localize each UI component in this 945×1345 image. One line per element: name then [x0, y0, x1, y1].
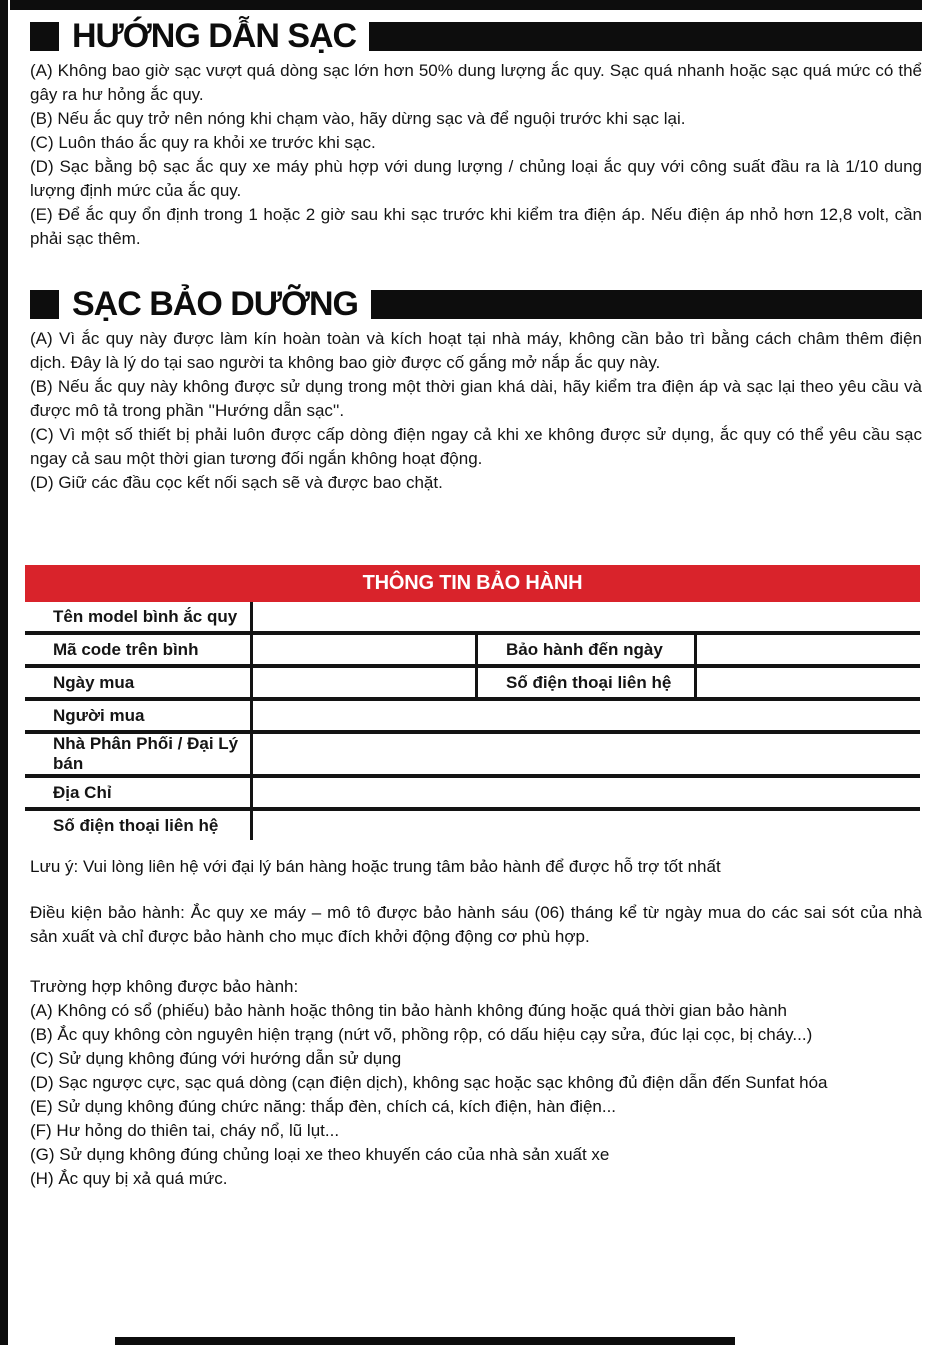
table-value-phone — [253, 811, 920, 840]
warranty-table-header: THÔNG TIN BẢO HÀNH — [25, 565, 920, 602]
table-value-contact-phone-right — [697, 668, 920, 697]
support-note: Lưu ý: Vui lòng liên hệ với đại lý bán hàng hoặc trung tâm bảo hành để được hỗ trợ tốt nhất — [30, 857, 721, 876]
table-label-contact-phone-right: Số điện thoại liên hệ — [478, 668, 697, 697]
heading-fill-bar — [371, 290, 922, 319]
table-value-distributor — [253, 734, 920, 774]
table-row-phone — [25, 807, 920, 840]
section-title: SẠC BẢO DƯỠNG — [72, 285, 358, 323]
table-row-distributor — [25, 730, 920, 774]
table-label-purchase-date: Ngày mua — [25, 668, 253, 697]
section-marker-icon — [30, 22, 59, 51]
warranty-conditions: Điều kiện bảo hành: Ắc quy xe máy – mô tô được bảo hành sáu (06) tháng kể từ ngày mua do các sai sót của nhà sản xuất và chỉ được bảo hành cho mục đích khởi động động cơ phù hợp. — [30, 903, 922, 946]
table-label-warranty-until: Bảo hành đến ngày — [478, 635, 697, 664]
paragraph-item: (A) Vì ắc quy này được làm kín hoàn toàn và kích hoạt tại nhà máy, không cần bảo trì bằng cách châm thêm điện dịch. Đây là lý do tại sao người ta không bao giờ được cố gắng mở nắp ắc quy này. — [30, 329, 922, 372]
table-row-buyer — [25, 697, 920, 730]
table-value-purchase-date — [253, 668, 478, 697]
paragraph-item: (D) Giữ các đầu cọc kết nối sạch sẽ và được bao chặt. — [30, 473, 443, 492]
table-value-code — [253, 635, 478, 664]
table-value-buyer — [253, 701, 920, 730]
exclusion-item: (H) Ắc quy bị xả quá mức. — [30, 1169, 228, 1188]
table-row-model — [25, 602, 920, 631]
exclusion-item: (D) Sạc ngược cực, sạc quá dòng (cạn điện dịch), không sạc hoặc sạc không đủ điện dẫn đến Sunfat hóa — [30, 1073, 828, 1092]
paragraph-item: (A) Không bao giờ sạc vượt quá dòng sạc lớn hơn 50% dung lượng ắc quy. Sạc quá nhanh hoặc sạc quá mức có thể gây ra hư hỏng ắc quy. — [30, 61, 922, 104]
paragraph-item: (C) Vì một số thiết bị phải luôn được cấp dòng điện ngay cả khi xe không được sử dụng, ắc quy có thể yêu cầu sạc ngay cả sau một thời gian tương đối ngắn không hoạt động. — [30, 425, 922, 468]
table-value-warranty-until — [697, 635, 920, 664]
exclusion-item: (G) Sử dụng không đúng chủng loại xe theo khuyến cáo của nhà sản xuất xe — [30, 1145, 610, 1164]
paragraph-item: (B) Nếu ắc quy trở nên nóng khi chạm vào, hãy dừng sạc và để nguội trước khi sạc lại. — [30, 109, 686, 128]
exclusion-item: (C) Sử dụng không đúng với hướng dẫn sử dụng — [30, 1049, 402, 1068]
table-row-date-phone — [25, 664, 920, 697]
maintenance-instructions-list — [30, 327, 922, 495]
paragraph-item: (C) Luôn tháo ắc quy ra khỏi xe trước khi sạc. — [30, 133, 376, 152]
exclusion-item: (F) Hư hỏng do thiên tai, cháy nổ, lũ lụt... — [30, 1121, 340, 1140]
table-value-address — [253, 778, 920, 807]
paragraph-item: (B) Nếu ắc quy này không được sử dụng trong một thời gian khá dài, hãy kiểm tra điện áp và sạc lại theo yêu cầu và được mô tả trong phần ''Hướng dẫn sạc''. — [30, 377, 922, 420]
page-top-edge-bar — [10, 0, 922, 10]
warranty-info-table — [25, 565, 920, 840]
section-heading-charging — [30, 17, 922, 55]
exclusion-item: (E) Sử dụng không đúng chức năng: thắp đèn, chích cá, kích điện, hàn điện... — [30, 1097, 617, 1116]
table-label-buyer: Người mua — [25, 701, 253, 730]
section-title: HƯỚNG DẪN SẠC — [72, 17, 357, 55]
exclusion-item: (B) Ắc quy không còn nguyên hiện trạng (nứt võ, phồng rộp, có dấu hiệu cạy sửa, đúc lại cọc, bị cháy...) — [30, 1025, 813, 1044]
paragraph-item: (E) Để ắc quy ổn định trong 1 hoặc 2 giờ sau khi sạc trước khi kiểm tra điện áp. Nếu điện áp nhỏ hơn 12,8 volt, cần phải sạc thêm. — [30, 205, 922, 248]
charging-instructions-list — [30, 59, 922, 251]
page-content — [0, 17, 945, 1191]
section-marker-icon — [30, 290, 59, 319]
exclusions-block — [30, 975, 922, 1191]
table-label-phone: Số điện thoại liên hệ — [25, 811, 253, 840]
table-label-model: Tên model bình ắc quy — [25, 602, 253, 631]
table-label-distributor: Nhà Phân Phối / Đại Lý bán — [25, 734, 253, 774]
table-label-code: Mã code trên bình — [25, 635, 253, 664]
exclusions-heading: Trường hợp không được bảo hành: — [30, 977, 299, 996]
page-bottom-edge-bar — [115, 1337, 735, 1345]
exclusion-item: (A) Không có sổ (phiếu) bảo hành hoặc thông tin bảo hành không đúng hoặc quá thời gian bảo hành — [30, 1001, 787, 1020]
table-row-address — [25, 774, 920, 807]
section-heading-maintenance — [30, 285, 922, 323]
table-label-address: Địa Chỉ — [25, 778, 253, 807]
table-value-model — [253, 602, 920, 631]
heading-fill-bar — [369, 22, 922, 51]
table-row-code-warranty — [25, 631, 920, 664]
paragraph-item: (D) Sạc bằng bộ sạc ắc quy xe máy phù hợp với dung lượng / chủng loại ắc quy với công suất đầu ra là 1/10 dung lượng định mức của ắc quy. — [30, 157, 922, 200]
